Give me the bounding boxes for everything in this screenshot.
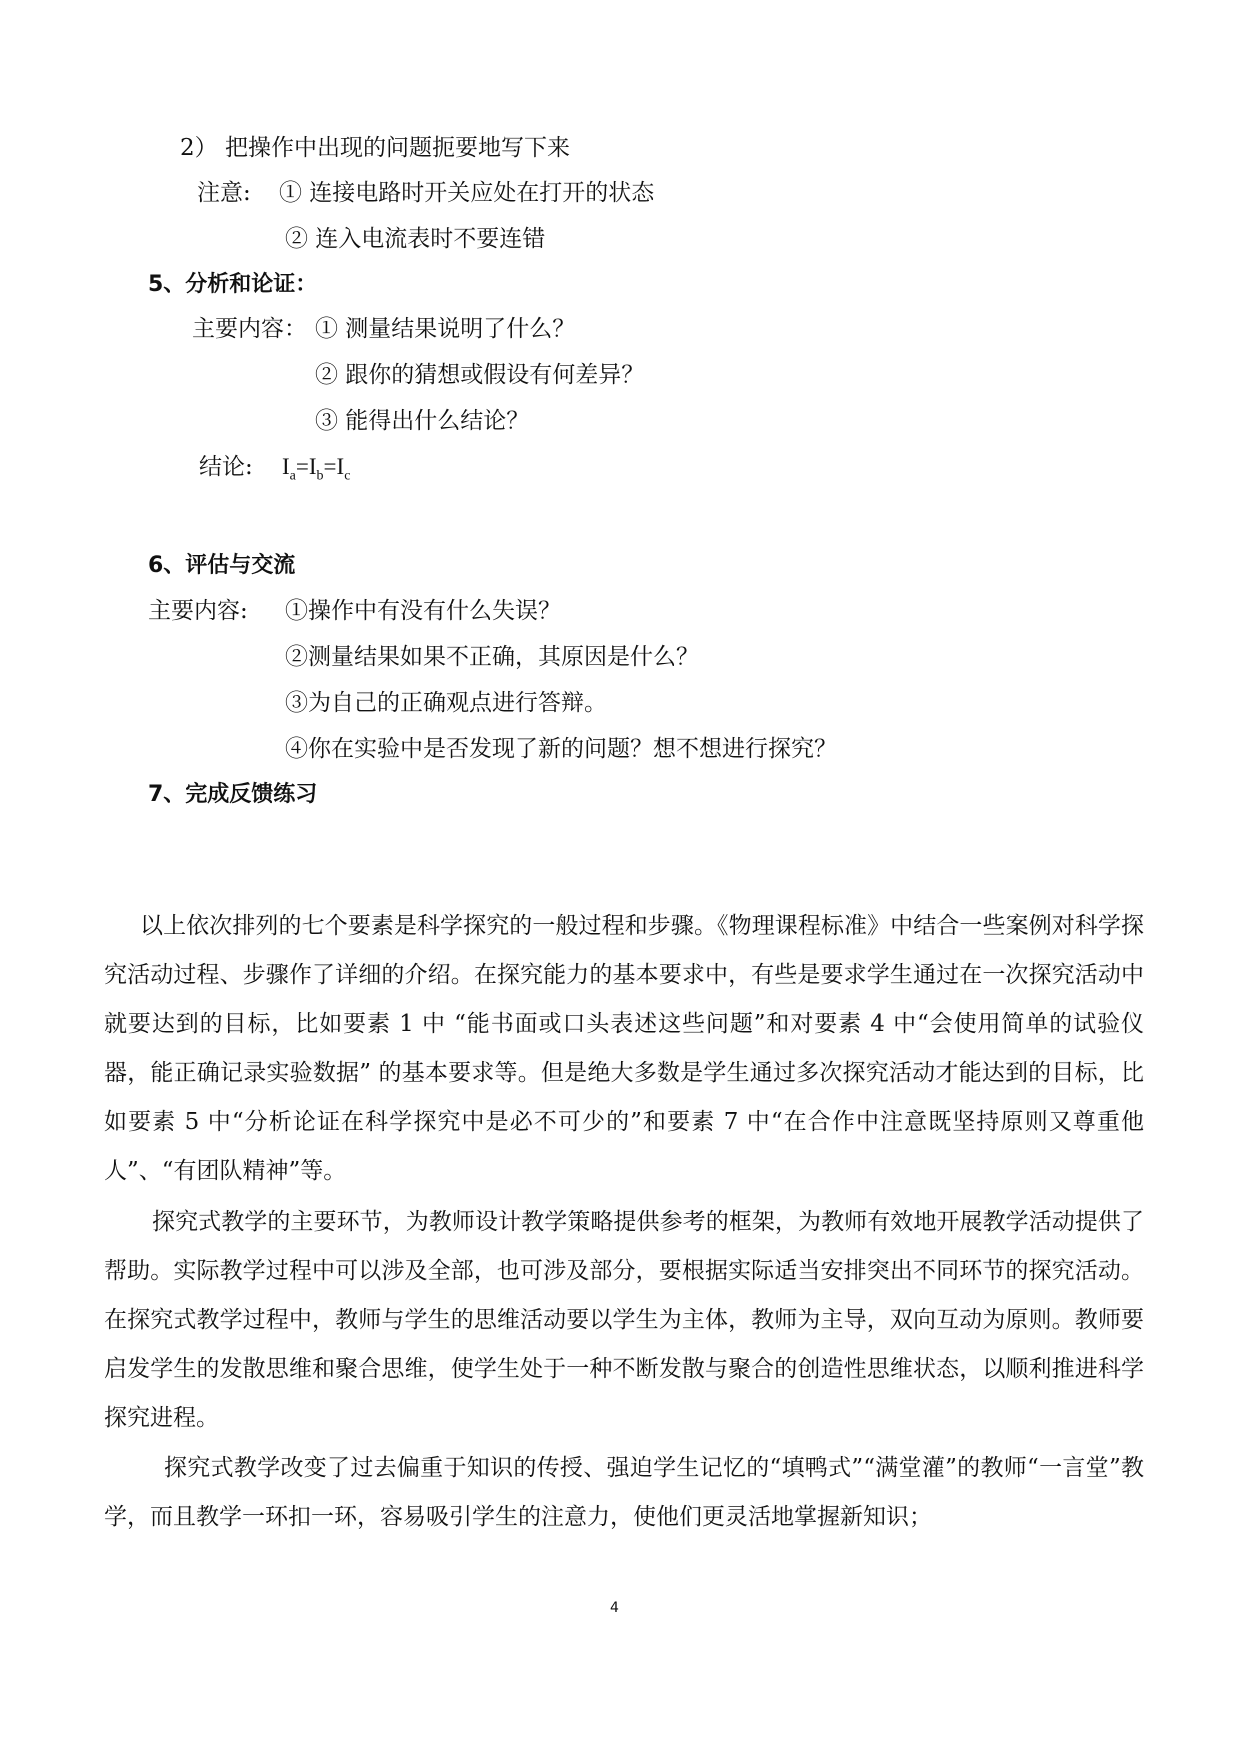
body-paragraph-3: 探究式教学改变了过去偏重于知识的传授、强迫学生记忆的“填鸭式”“满堂灌”的教师“一言堂”教学，而且教学一环扣一环，容易吸引学生的注意力，使他们更灵活地掌握新知识； [104,1455,1144,1530]
step4-item2: 2） 把操作中出现的问题扼要地写下来 [180,135,570,161]
step5-question-3: ③ 能得出什么结论？ [315,408,530,434]
step5-question-2: ② 跟你的猜想或假设有何差异？ [315,362,645,388]
body-paragraph-1: 以上依次排列的七个要素是科学探究的一般过程和步骤。《物理课程标准》中结合一些案例对科学探究活动过程、步骤作了详细的介绍。在探究能力的基本要求中，有些是要求学生通过在一次探究活动中就要达到的目标，比如要素 1 中 “能书面或口头表述这些问题”和对要素 4 中“会使用简单的试验仪器，能正确记录实验数据” 的基本要求等。但是绝大多数是学生通过多次探究活动才能达到的目标，比如要素 5 中“分析论证在科学探究中是必不可少的”和要素 7 中“在合作中注意既坚持原则又尊重他人”、“有团队精神”等。 [104,913,1144,1184]
step6-question-1: ①操作中有没有什么失误？ [285,598,561,624]
step5-content-label: 主要内容： [192,316,307,342]
step4-note-label: 注意: [197,180,251,206]
step6-question-2: ②测量结果如果不正确，其原因是什么？ [285,644,699,670]
conclusion-formula: $I_a=I_b=I_c$ [282,454,351,484]
step6-heading: 6、评估与交流 [148,553,296,578]
step6-question-4: ④你在实验中是否发现了新的问题？想不想进行探究？ [285,736,837,762]
step4-note2: ② 连入电流表时不要连错 [285,226,546,252]
step4-note1: ① 连接电路时开关应处在打开的状态 [279,180,655,206]
step6-question-3: ③为自己的正确观点进行答辩。 [285,690,607,716]
body-paragraph-2: 探究式教学的主要环节，为教师设计教学策略提供参考的框架，为教师有效地开展教学活动提供了帮助。实际教学过程中可以涉及全部，也可涉及部分，要根据实际适当安排突出不同环节的探究活动。在探究式教学过程中，教师与学生的思维活动要以学生为主体，教师为主导，双向互动为原则。教师要启发学生的发散思维和聚合思维，使学生处于一种不断发散与聚合的创造性思维状态，以顺利推进科学探究进程。 [104,1209,1144,1431]
step5-conclusion-label: 结论: [199,454,253,480]
page-number: 4 [610,1600,619,1616]
step5-heading: 5、分析和论证： [148,272,318,297]
step5-question-1: ① 测量结果说明了什么？ [315,316,576,342]
step6-content-label: 主要内容: [148,598,248,624]
step7-heading: 7、完成反馈练习 [148,782,318,807]
